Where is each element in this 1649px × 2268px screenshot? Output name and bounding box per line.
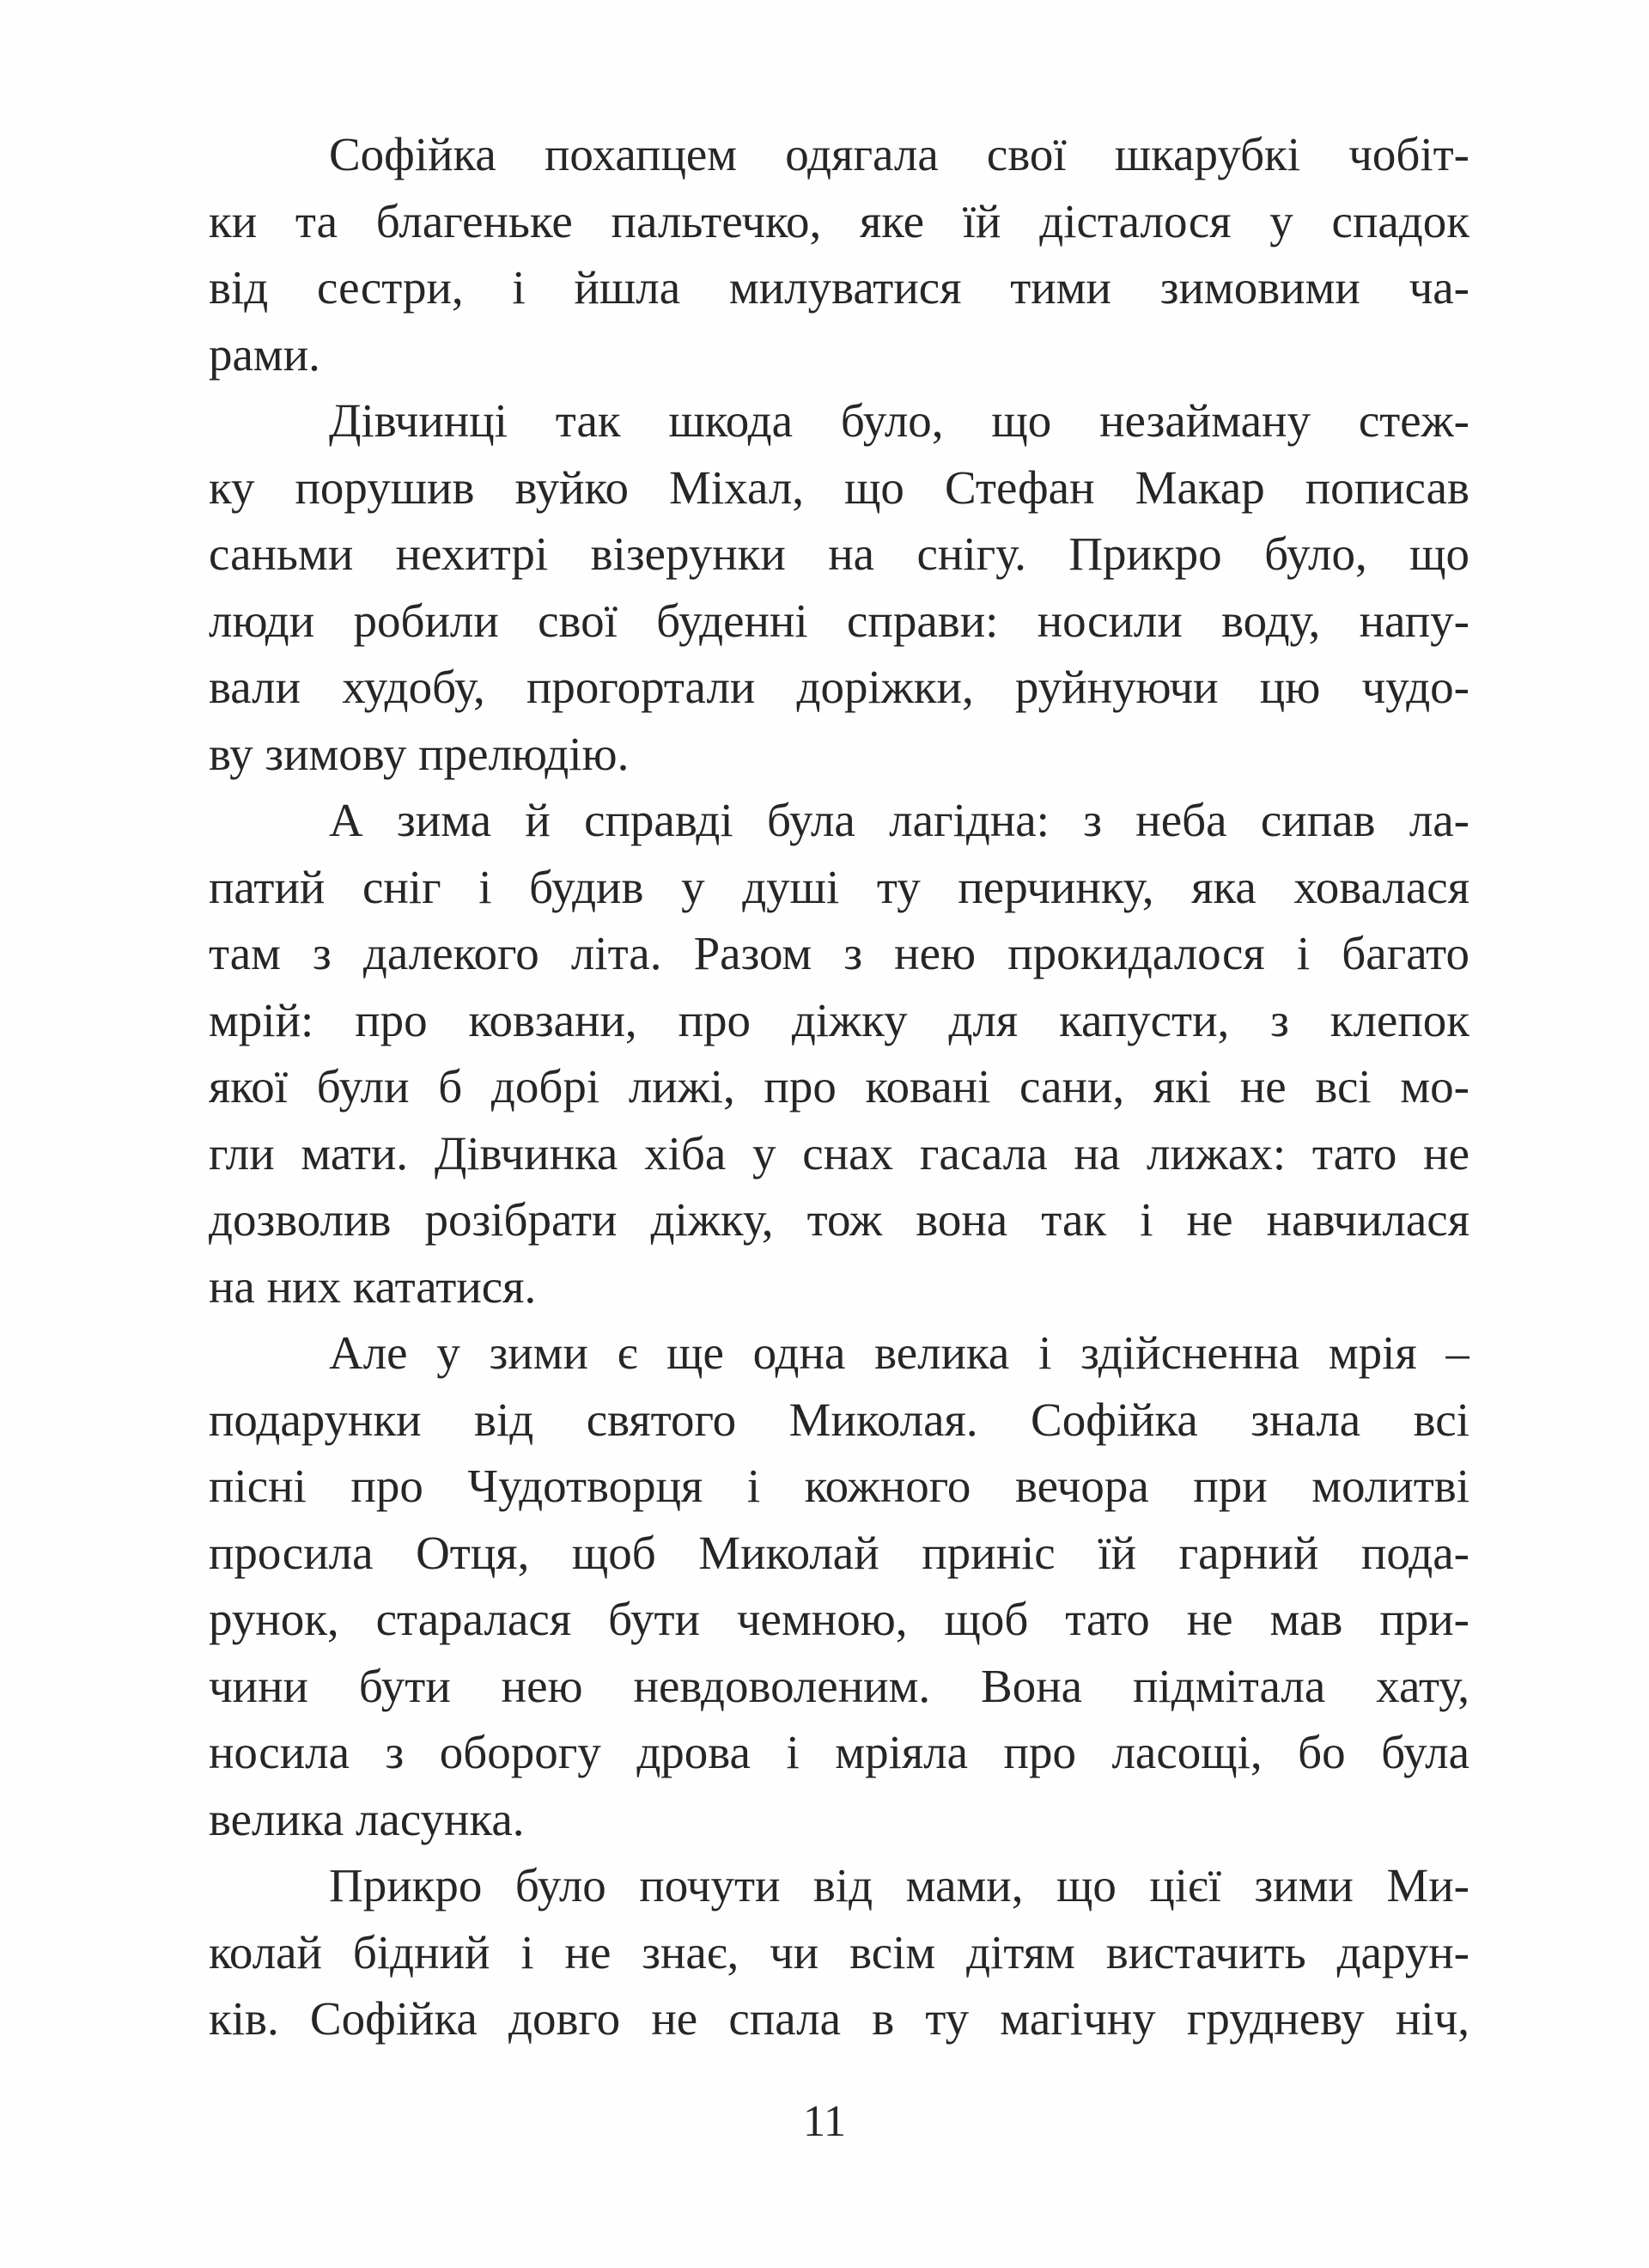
text-line: подарунки від святого Миколая. Софійка знала всі — [209, 1393, 1469, 1446]
text-line: якої були б добрі лижі, про ковані сани, які не всі мо- — [209, 1060, 1469, 1113]
paragraph — [209, 1320, 1469, 1852]
text-line: на них кататися. — [209, 1259, 537, 1313]
text-line: дозволив розібрати діжку, тож вона так і не навчилася — [209, 1193, 1469, 1246]
text-line: колай бідний і не знає, чи всім дітям вистачить дарун- — [209, 1925, 1469, 1978]
text-line: патий сніг і будив у душі ту перчинку, яка ховалася — [209, 860, 1469, 913]
paragraph — [209, 787, 1469, 1320]
text-line: Але у зими є ще одна велика і здійсненна мрія – — [329, 1326, 1469, 1379]
text-line: Прикро було почути від мами, що цієї зими Ми- — [329, 1859, 1469, 1911]
text-line: А зима й справді була лагідна: з неба сипав ла- — [329, 794, 1469, 846]
text-line: ку порушив вуйко Міхал, що Стефан Макар пописав — [209, 460, 1469, 514]
text-line: вали худобу, прогортали доріжки, руйнуючи цю чудо- — [209, 661, 1469, 713]
text-line: велика ласунка. — [209, 1792, 525, 1845]
body-text — [209, 121, 1469, 2052]
text-line: гли мати. Дівчинка хіба у снах гасала на лижах: тато не — [209, 1126, 1469, 1180]
paragraph — [209, 387, 1469, 787]
text-line: саньми нехитрі візерунки на снігу. Прикро було, що — [209, 527, 1469, 580]
text-line: чини бути нею невдоволеним. Вона підмітала хату, — [209, 1659, 1469, 1712]
paragraph — [209, 1852, 1469, 2052]
text-line: Дівчинці так шкода було, що незайману стеж- — [329, 394, 1469, 447]
text-line: рами. — [209, 327, 320, 381]
text-line: люди робили свої буденні справи: носили воду, напу- — [209, 594, 1469, 647]
text-line: ків. Софійка довго не спала в ту магічну грудневу ніч, — [209, 1992, 1469, 2045]
text-line: ву зимову прелюдію. — [209, 727, 630, 780]
text-line: просила Отця, щоб Миколай приніс їй гарний пода- — [209, 1526, 1469, 1579]
page-number: 11 — [802, 2097, 847, 2146]
text-line: Софійка похапцем одягала свої шкарубкі чобіт- — [329, 128, 1469, 180]
text-line: там з далекого літа. Разом з нею прокидалося і багато — [209, 927, 1469, 979]
text-line: від сестри, і йшла милуватися тими зимовими ча- — [209, 261, 1469, 314]
text-line: рунок, старалася бути чемною, щоб тато не мав при- — [209, 1593, 1469, 1645]
paragraph — [209, 121, 1469, 387]
text-line: ки та благеньке пальтечко, яке їй дісталося у спадок — [209, 194, 1469, 247]
text-line: пісні про Чудотворця і кожного вечора при молитві — [209, 1460, 1469, 1512]
text-line: мрій: про ковзани, про діжку для капусти, з клепок — [209, 993, 1469, 1046]
text-line: носила з оборогу дрова і мріяла про ласощі, бо була — [209, 1726, 1469, 1778]
